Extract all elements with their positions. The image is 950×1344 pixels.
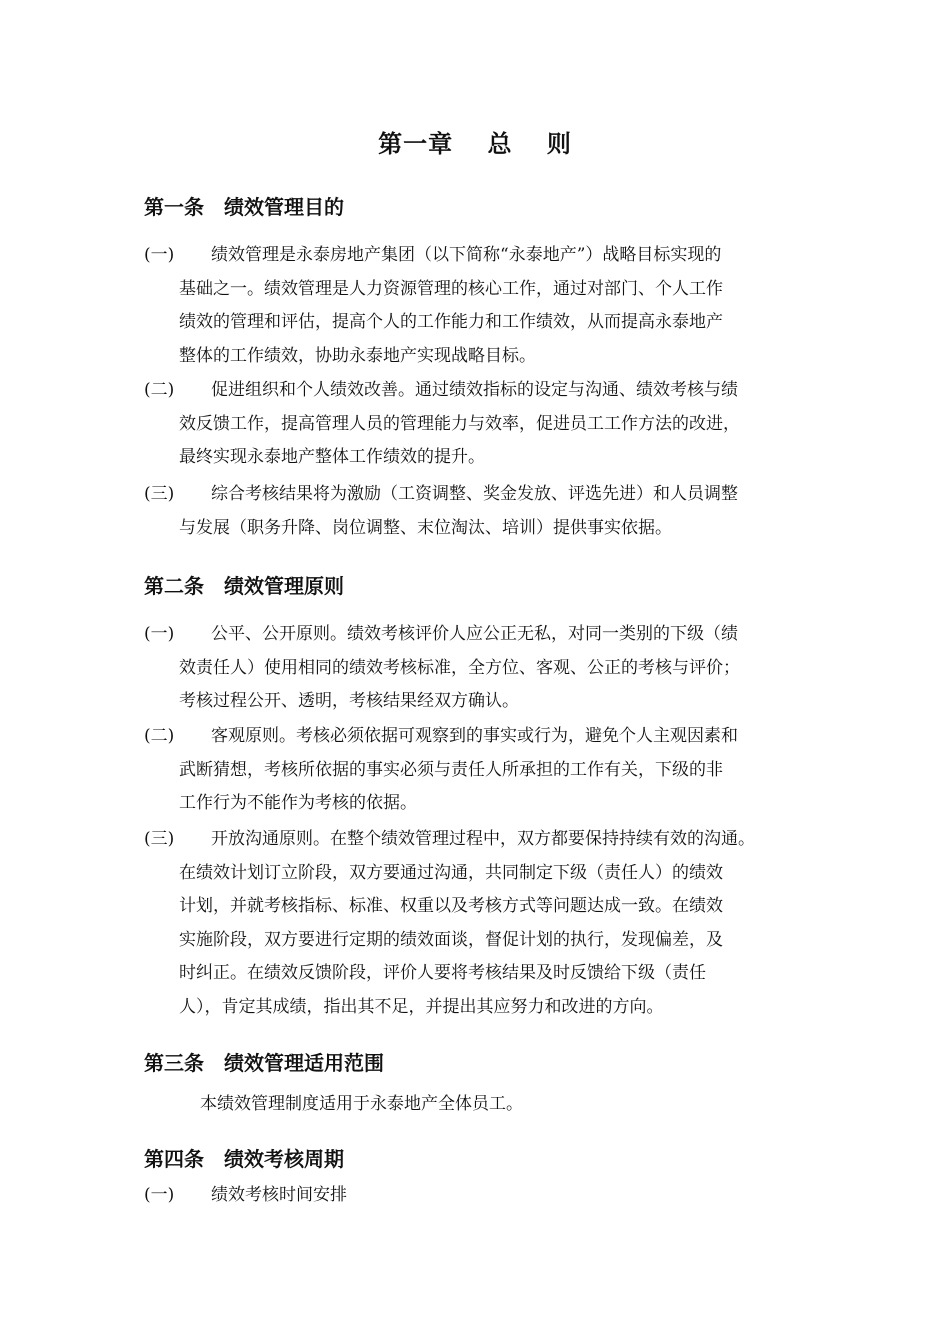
item-text-line: 基础之一。绩效管理是人力资源管理的核心工作，通过对部门、个人工作 — [179, 278, 723, 299]
item-text-line: 绩效考核时间安排 — [211, 1185, 347, 1205]
item-text-line: 计划，并就考核指标、标准、权重以及考核方式等问题达成一致。在绩效 — [179, 896, 723, 916]
article-4-item-1 — [144, 1179, 824, 1213]
item-text-line: 考核过程公开、透明，考核结果经双方确认。 — [179, 691, 519, 711]
article-1-title: 第一条 绩效管理目的 — [144, 195, 344, 219]
item-text-line: 武断猜想，考核所依据的事实必须与责任人所承担的工作有关，下级的非 — [179, 759, 723, 780]
item-text-line: 实施阶段，双方要进行定期的绩效面谈，督促计划的执行，发现偏差，及 — [179, 929, 723, 950]
item-text-line: 与发展（职务升降、岗位调整、末位淘汰、培训）提供事实依据。 — [179, 517, 672, 538]
article-1-item-1 — [144, 239, 824, 373]
item-text-line: 在绩效计划订立阶段，双方要通过沟通，共同制定下级（责任人）的绩效 — [179, 862, 723, 883]
article-3-paragraph: 本绩效管理制度适用于永泰地产全体员工。 — [200, 1094, 523, 1114]
item-text-line: 工作行为不能作为考核的依据。 — [179, 793, 417, 813]
article-1-item-3 — [144, 478, 824, 545]
item-text-line: 开放沟通原则。在整个绩效管理过程中，双方都要保持持续有效的沟通。 — [211, 829, 755, 849]
item-text-line: 公平、公开原则。绩效考核评价人应公正无私，对同一类别的下级（绩 — [211, 624, 738, 644]
article-4-title: 第四条 绩效考核周期 — [144, 1147, 344, 1171]
item-number: (一) — [144, 624, 175, 644]
item-text-line: 最终实现永泰地产整体工作绩效的提升。 — [179, 447, 485, 467]
item-text-line: 促进组织和个人绩效改善。通过绩效指标的设定与沟通、绩效考核与绩 — [211, 380, 738, 400]
item-text-line: 综合考核结果将为激励（工资调整、奖金发放、评选先进）和人员调整 — [211, 484, 738, 504]
article-2-item-3 — [144, 823, 824, 1024]
item-text-line: 效责任人）使用相同的绩效考核标准，全方位、客观、公正的考核与评价； — [179, 657, 740, 678]
item-number: (三) — [144, 829, 175, 849]
item-text-line: 客观原则。考核必须依据可观察到的事实或行为，避免个人主观因素和 — [211, 726, 738, 746]
item-number: (三) — [144, 484, 175, 504]
article-3-title: 第三条 绩效管理适用范围 — [144, 1051, 384, 1075]
item-number: (一) — [144, 245, 175, 265]
item-text-line: 绩效的管理和评估，提高个人的工作能力和工作绩效，从而提高永泰地产 — [179, 312, 723, 332]
item-text-line: 人），肯定其成绩，指出其不足，并提出其应努力和改进的方向。 — [179, 996, 664, 1017]
item-text-line: 绩效管理是永泰房地产集团（以下简称“永泰地产”）战略目标实现的 — [211, 245, 722, 265]
article-2-item-2 — [144, 720, 824, 821]
item-text-line: 效反馈工作，提高管理人员的管理能力与效率，促进员工工作方法的改进， — [179, 413, 740, 434]
item-text-line: 整体的工作绩效，协助永泰地产实现战略目标。 — [179, 345, 536, 366]
article-2-title: 第二条 绩效管理原则 — [144, 574, 344, 598]
item-number: (二) — [144, 726, 175, 746]
chapter-title: 第一章 总 则 — [378, 130, 572, 158]
article-1-item-2 — [144, 374, 824, 475]
item-number: (二) — [144, 380, 175, 400]
item-number: (一) — [144, 1185, 175, 1205]
item-text-line: 时纠正。在绩效反馈阶段，评价人要将考核结果及时反馈给下级（责任 — [179, 963, 706, 983]
article-2-item-1 — [144, 618, 824, 719]
